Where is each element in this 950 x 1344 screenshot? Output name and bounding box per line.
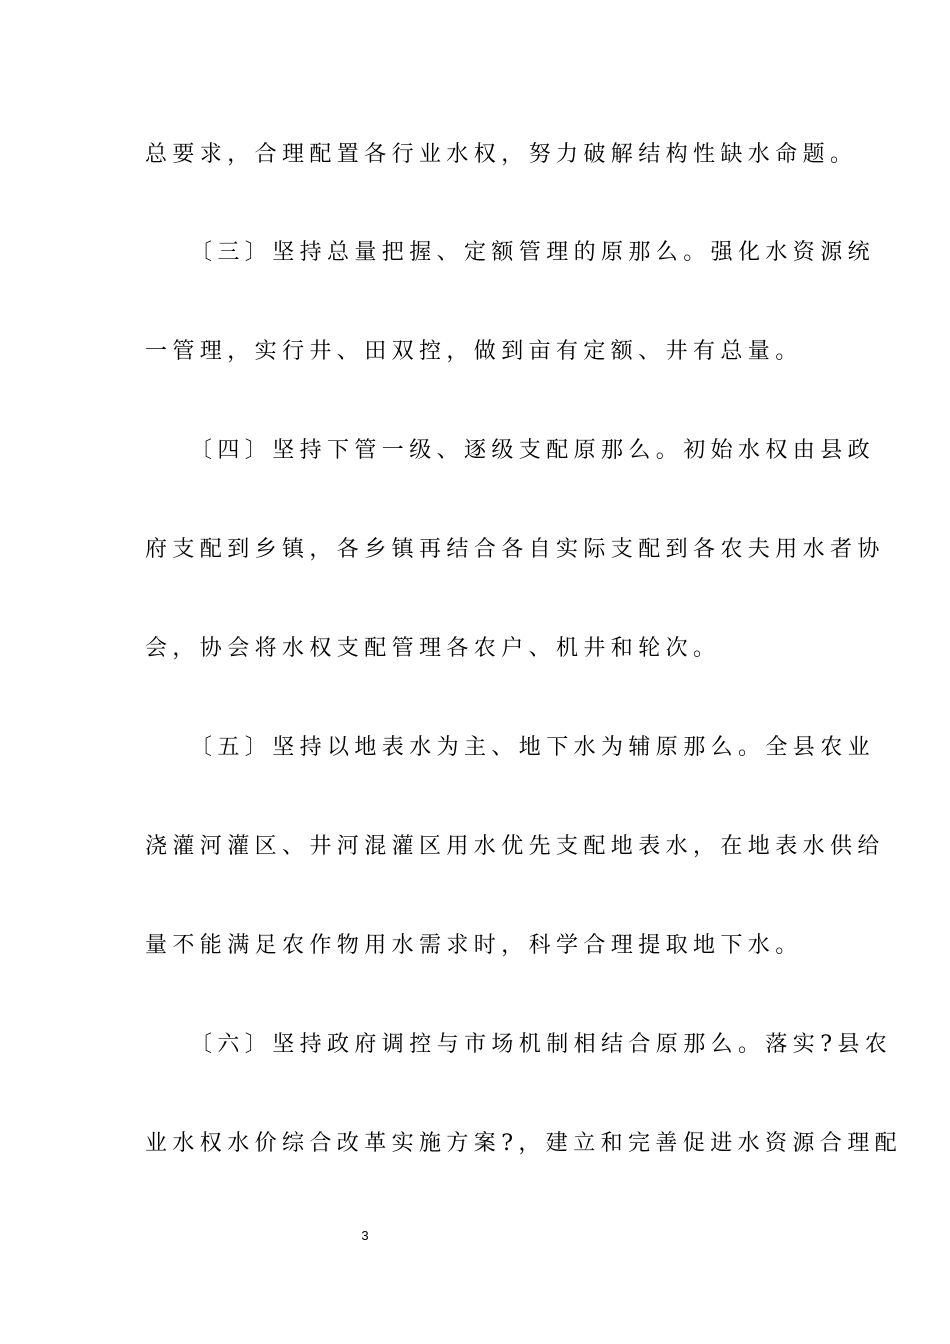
text-line-6: 会，协会将水权支配管理各农户、机井和轮次。 (145, 636, 721, 661)
text-line-7: 〔五〕坚持以地表水为主、地下水为辅原那么。全县农业 (190, 735, 876, 760)
text-line-5: 府支配到乡镇，各乡镇再结合各自实际支配到各农夫用水者协 (145, 537, 885, 562)
text-line-8: 浇灌河灌区、井河混灌区用水优先支配地表水，在地表水供给 (145, 834, 885, 859)
page-number: 3 (361, 1228, 369, 1243)
text-line-4: 〔四〕坚持下管一级、逐级支配原那么。初始水权由县政 (190, 438, 876, 463)
text-line-2: 〔三〕坚持总量把握、定额管理的原那么。强化水资源统 (190, 240, 876, 265)
text-line-9: 量不能满足农作物用水需求时，科学合理提取地下水。 (145, 933, 803, 958)
text-line-10: 〔六〕坚持政府调控与市场机制相结合原那么。落实?县农 (190, 1032, 893, 1057)
text-line-3: 一管理，实行井、田双控，做到亩有定额、井有总量。 (145, 339, 803, 364)
text-line-11: 业水权水价综合改革实施方案?，建立和完善促进水资源合理配 (145, 1131, 902, 1156)
text-line-1: 总要求，合理配置各行业水权，努力破解结构性缺水命题。 (145, 142, 858, 167)
